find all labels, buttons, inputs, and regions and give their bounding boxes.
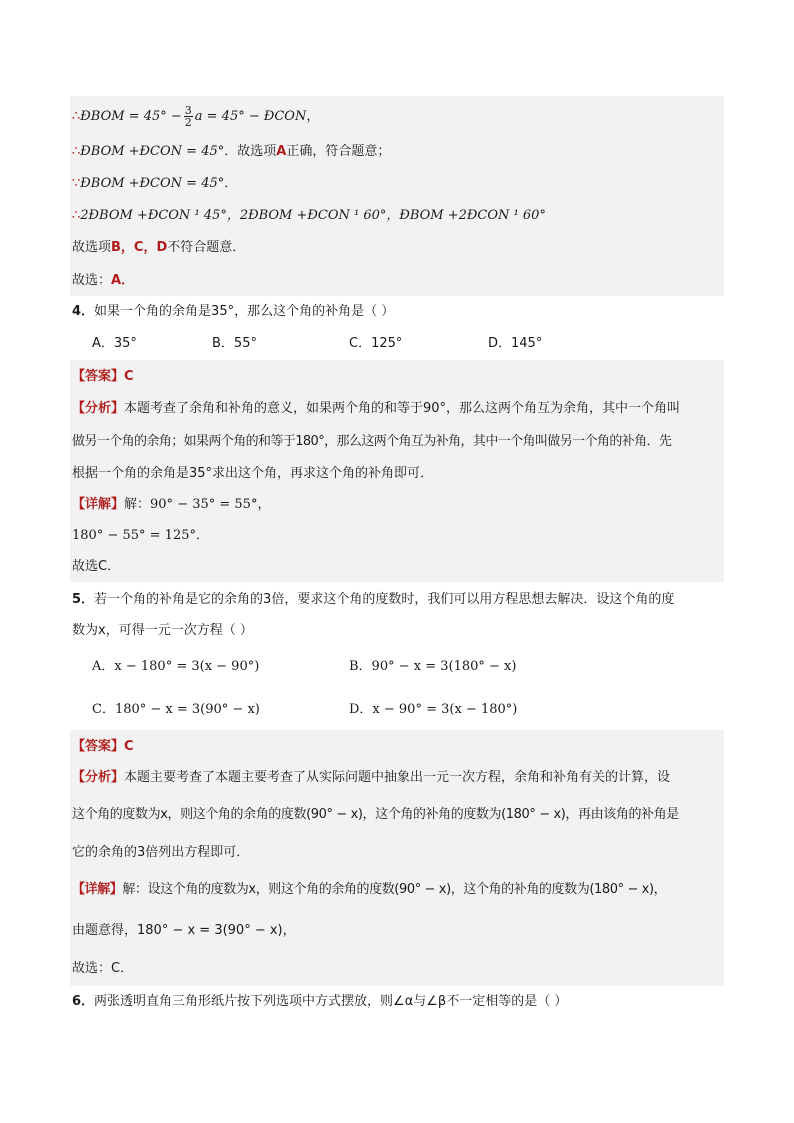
therefore-symbol: ∴ [72, 109, 81, 124]
q3-line-3: ∵ÐBOM +ÐCON = 45°． [72, 176, 238, 191]
q5-option-a: A．x − 180° = 3(x − 90°) [92, 659, 260, 674]
q3-line-1: ∴ÐBOM = 45° − $\frac{3}{2}$ a = 45° − ÐCON， [72, 104, 320, 129]
q4-stem: 4．如果一个角的余角是35°，那么这个角的补角是（ ） [72, 304, 395, 319]
q5-detail-1: 【详解】解：设这个角的度数为x，则这个角的余角的度数(90° − x)，这个角的补角的度数为(180° − x)， [72, 882, 667, 897]
q4-option-a: A．35° [92, 336, 137, 351]
q5-analysis-2: 这个角的度数为x，则这个角的余角的度数(90° − x)，这个角的补角的度数为(180° − x)，再由该角的补角是 [72, 807, 679, 822]
q5-option-d: D．x − 90° = 3(x − 180°) [349, 702, 518, 717]
q4-analysis-2: 做另一个角的余角；如果两个角的和等于180°，那么这两个角互为补角，其中一个角叫做另一个角的补角．先 [72, 434, 672, 449]
q4-detail-2: 180° − 55° = 125°． [72, 528, 209, 543]
q5-stem-1: 5．若一个角的补角是它的余角的3倍，要求这个角的度数时，我们可以用方程思想去解决．设这个角的度 [72, 592, 675, 607]
q5-analysis-3: 它的余角的3倍列出方程即可． [72, 845, 250, 860]
q5-detail-2: 由题意得，180° − x = 3(90° − x)， [72, 923, 296, 938]
q5-answer: 【答案】C [72, 739, 134, 754]
q5-analysis-1: 【分析】本题主要考查了本题主要考查了从实际问题中抽象出一元一次方程，余角和补角有关的计算，设 [72, 770, 671, 785]
q3-line-5: 故选项B，C，D不符合题意． [72, 240, 246, 255]
q4-option-b: B．55° [212, 336, 257, 351]
q5-stem-2: 数为x，可得一元一次方程（ ） [72, 623, 253, 638]
q5-conclusion: 故选：C． [72, 961, 134, 976]
q6-stem: 6．两张透明直角三角形纸片按下列选项中方式摆放，则∠α与∠β不一定相等的是（ ） [72, 994, 568, 1009]
q3-line-2: ∴ÐBOM +ÐCON = 45°．故选项A正确，符合题意； [72, 144, 391, 159]
q5-option-b: B．90° − x = 3(180° − x) [349, 659, 517, 674]
q5-option-c: C．180° − x = 3(90° − x) [92, 702, 260, 717]
q4-answer: 【答案】C [72, 369, 134, 384]
q4-analysis-1: 【分析】本题考查了余角和补角的意义，如果两个角的和等于90°，那么这两个角互为余角，其中一个角叫 [72, 401, 681, 416]
q4-option-c: C．125° [349, 336, 403, 351]
q4-conclusion: 故选C． [72, 559, 121, 574]
q4-analysis-3: 根据一个角的余角是35°求出这个角，再求这个角的补角即可． [72, 466, 434, 481]
q4-option-d: D．145° [488, 336, 543, 351]
q3-line-4: ∴2ÐBOM +ÐCON ¹ 45°，2ÐBOM +ÐCON ¹ 60°，ÐBOM +2ÐCON ¹ 60° [72, 208, 546, 223]
fraction: $\frac{3}{2}$ [184, 104, 192, 129]
q4-detail-1: 【详解】解：90° − 35° = 55°， [72, 497, 271, 512]
q3-line-6: 故选：A． [72, 273, 135, 288]
